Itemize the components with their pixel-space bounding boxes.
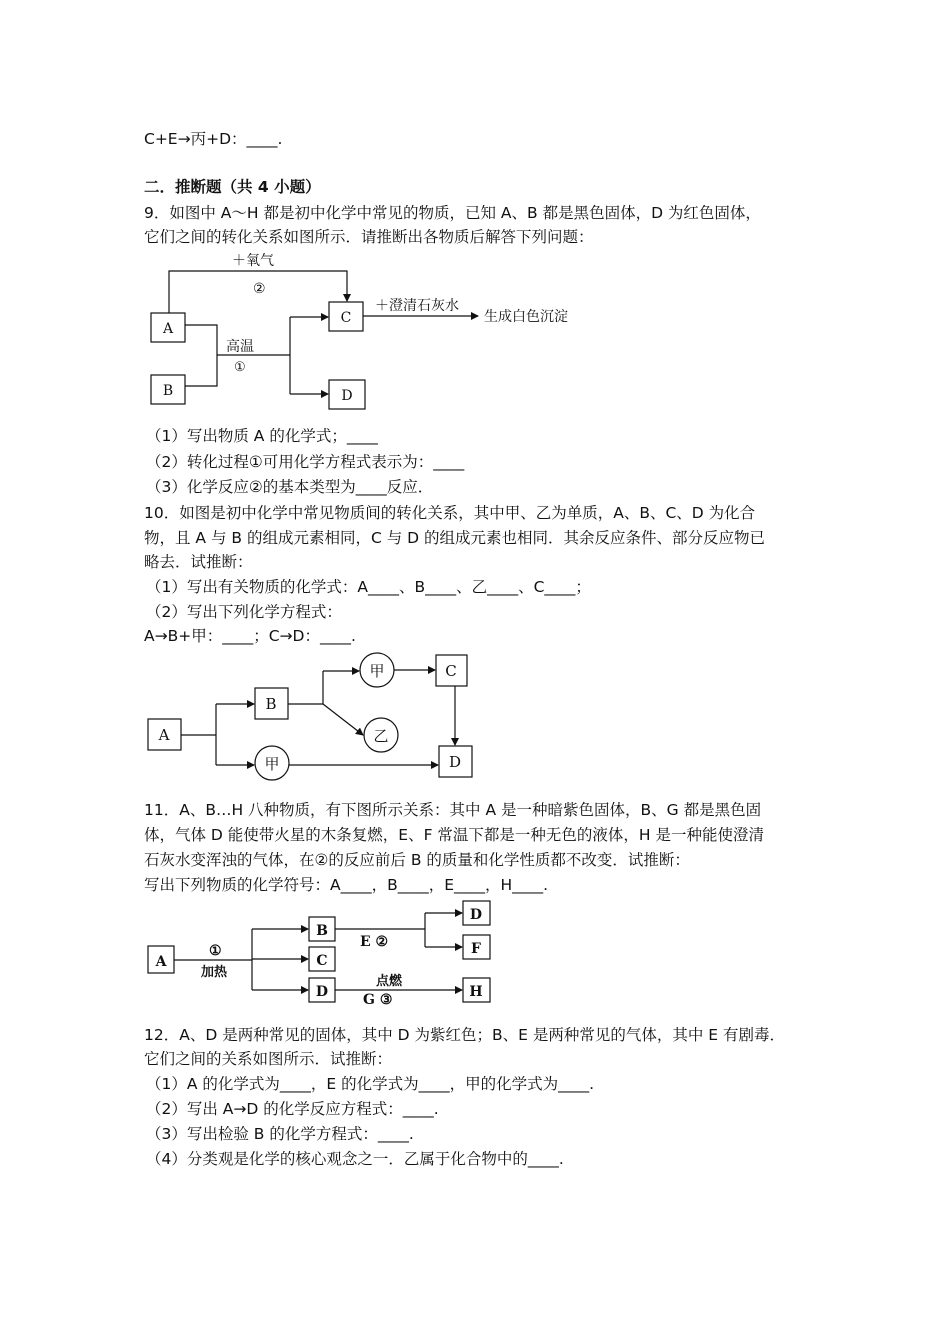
q10-text-2: 物，且 A 与 B 的组成元素相同，C 与 D 的组成元素也相同．其余反应条件、部分反应物已 bbox=[144, 529, 765, 547]
q12-sub-2: （2）写出 A→D 的化学反应方程式：____. bbox=[146, 1100, 439, 1118]
q9-label-limewater: ＋澄清石灰水 bbox=[375, 298, 459, 314]
q10-label-a: A bbox=[158, 726, 170, 744]
q10-sub-2: （2）写出下列化学方程式： bbox=[146, 603, 342, 621]
q11-label-a: A bbox=[155, 954, 167, 970]
q11-label-g3: G ③ bbox=[363, 992, 393, 1008]
q9-bracket bbox=[185, 325, 217, 386]
answer-line: C+E→丙+D：____. bbox=[144, 130, 283, 148]
q9-text-2: 它们之间的转化关系如图所示．请推断出各物质后解答下列问题： bbox=[144, 228, 594, 246]
q11-label-e2: E ② bbox=[360, 934, 389, 950]
q11-label-c: C bbox=[316, 953, 328, 969]
diagram-q9 bbox=[151, 271, 478, 409]
q9-label-a: A bbox=[162, 321, 174, 337]
q9-label-c: C bbox=[340, 310, 352, 326]
q11-label-d: D bbox=[315, 984, 329, 1000]
q10-label-jia-bottom: 甲 bbox=[264, 755, 280, 773]
q11-label-heat: 加热 bbox=[201, 965, 228, 980]
q9-sub-3: （3）化学反应②的基本类型为____反应． bbox=[146, 478, 434, 496]
q11-text-3: 石灰水变浑浊的气体，在②的反应前后 B 的质量和化学性质都不改变．试推断： bbox=[144, 851, 690, 869]
q10-sub-3: A→B+甲：____；C→D：____. bbox=[144, 627, 356, 645]
q11-text-2: 体，气体 D 能使带火星的木条复燃，E、F 常温下都是一种无色的液体，H 是一种能使澄清 bbox=[144, 826, 765, 844]
q9-label-1: ① bbox=[234, 360, 246, 375]
q9-label-product: 生成白色沉淀 bbox=[484, 309, 568, 325]
q12-sub-3: （3）写出检验 B 的化学方程式：____. bbox=[146, 1125, 414, 1143]
q11-text-1: 11．A、B…H 八种物质，有下图所示关系：其中 A 是一种暗紫色固体，B、G 都是黑色固 bbox=[144, 801, 762, 819]
section-title: 二．推断题（共 4 小题） bbox=[144, 178, 321, 196]
q10-text-3: 略去．试推断： bbox=[144, 553, 253, 571]
q10-label-c: C bbox=[445, 662, 457, 680]
q9-text-1: 9．如图中 A～H 都是初中化学中常见的物质，已知 A、B 都是黑色固体，D 为红色固体， bbox=[144, 204, 761, 222]
q10-label-d: D bbox=[448, 753, 462, 771]
q10-arrow-b-yi bbox=[323, 704, 363, 735]
q10-label-jia-top: 甲 bbox=[369, 662, 385, 680]
q11-label-1: ① bbox=[209, 943, 222, 959]
q9-label-hightemp: 高温 bbox=[226, 339, 254, 355]
q12-sub-4: （4）分类观是化学的核心观念之一．乙属于化合物中的____. bbox=[146, 1150, 564, 1168]
q10-label-b: B bbox=[265, 695, 277, 713]
q11-label-f: F bbox=[471, 941, 481, 957]
q12-text-1: 12．A、D 是两种常见的固体，其中 D 为紫红色；B、E 是两种常见的气体，其中 E 有剧毒． bbox=[144, 1026, 785, 1044]
q12-sub-1: （1）A 的化学式为____，E 的化学式为____，甲的化学式为____. bbox=[146, 1075, 595, 1093]
q9-label-oxygen: ＋氧气 bbox=[232, 253, 274, 269]
q9-sub-1: （1）写出物质 A 的化学式；____ bbox=[146, 427, 378, 445]
q9-label-b: B bbox=[162, 383, 174, 399]
q10-sub-1: （1）写出有关物质的化学式：A____、B____、乙____、C____； bbox=[146, 578, 591, 596]
q12-text-2: 它们之间的关系如图所示．试推断： bbox=[144, 1050, 393, 1068]
q11-label-b: B bbox=[316, 923, 328, 939]
q11-text-4: 写出下列物质的化学符号：A____，B____，E____，H____. bbox=[144, 876, 549, 894]
diagram-q10 bbox=[148, 653, 472, 780]
q9-label-d: D bbox=[341, 388, 353, 404]
q9-label-2: ② bbox=[253, 281, 266, 297]
q11-label-d-top: D bbox=[469, 907, 483, 923]
q11-label-h: H bbox=[469, 984, 483, 1000]
q11-label-ignite: 点燃 bbox=[376, 974, 403, 989]
q10-text-1: 10．如图是初中化学中常见物质间的转化关系，其中甲、乙为单质，A、B、C、D 为化合 bbox=[144, 504, 756, 522]
q9-sub-2: （2）转化过程①可用化学方程式表示为：____ bbox=[146, 453, 465, 471]
q10-label-yi: 乙 bbox=[373, 727, 389, 745]
